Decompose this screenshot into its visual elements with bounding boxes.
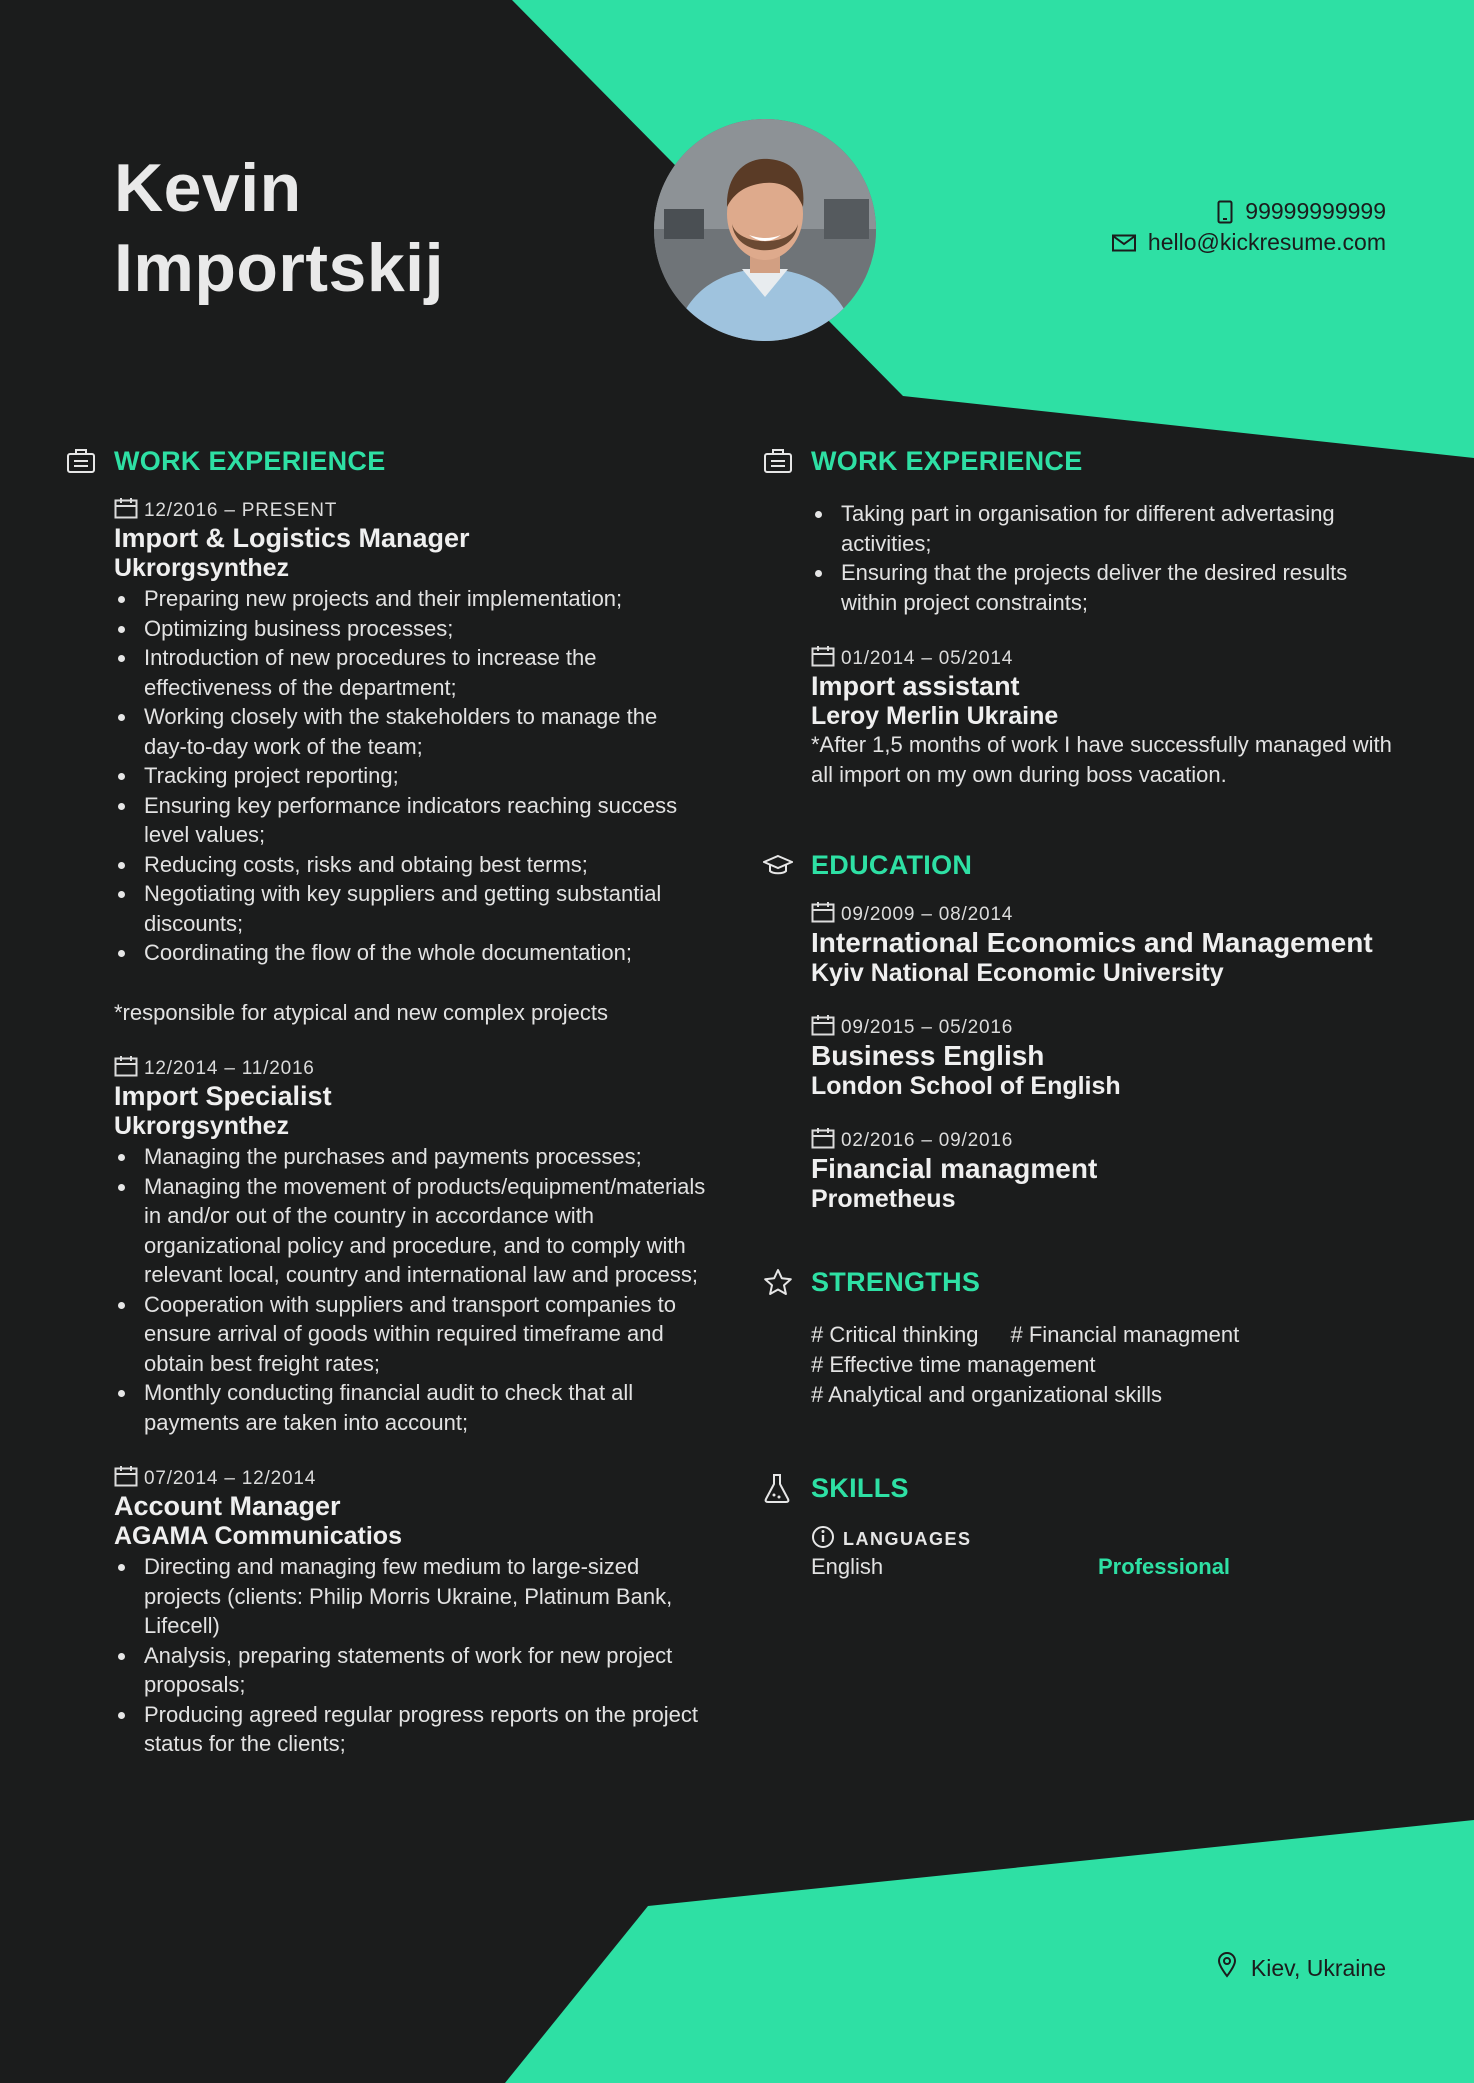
strength-row — [811, 1350, 1403, 1380]
job-date: 12/2016 – PRESENT — [114, 499, 706, 523]
job-title: Account Manager — [114, 1491, 341, 1521]
list-item: Monthly conducting financial audit to check that all payments are taken into account; — [114, 1378, 706, 1437]
degree-title: International Economics and Management — [811, 927, 1373, 958]
languages-label: LANGUAGES — [811, 1526, 1403, 1552]
strengths-header — [763, 1264, 1403, 1300]
job-note: *responsible for atypical and new complex projects — [114, 999, 609, 1025]
list-item: Introduction of new procedures to increase the effectiveness of the department; — [114, 643, 706, 702]
phone-number[interactable]: 99999999999 — [1245, 198, 1386, 224]
list-item: Negotiating with key suppliers and getting substantial discounts; — [114, 879, 706, 938]
job-bullets — [114, 584, 706, 968]
job-bullets — [114, 1142, 706, 1437]
calendar-icon — [114, 497, 138, 525]
avatar — [654, 119, 876, 341]
calendar-icon — [811, 1014, 835, 1042]
list-item: Managing the movement of products/equipment/materials in and/or out of the country in accordance with organizational policy and procedure, and to comply with relevant local, country and international law and process; — [114, 1172, 706, 1290]
right-column — [763, 443, 1403, 1582]
strength-row — [811, 1320, 1403, 1350]
last-name: Importskij — [114, 230, 444, 306]
left-column — [66, 443, 706, 1759]
list-item: Cooperation with suppliers and transport companies to ensure arrival of goods within required timeframe and obtain best freight rates; — [114, 1290, 706, 1379]
candidate-name — [114, 148, 444, 308]
list-item: Coordinating the flow of the whole documentation; — [114, 938, 706, 968]
skills-header — [763, 1470, 1403, 1506]
profile-photo — [654, 119, 876, 341]
job-date: 07/2014 – 12/2014 — [114, 1467, 706, 1491]
company-name: AGAMA Communicatios — [114, 1522, 402, 1550]
education-entry — [811, 1129, 1403, 1214]
section-title: WORK EXPERIENCE — [811, 445, 1083, 476]
briefcase-icon — [763, 448, 811, 474]
language-level: Professional — [1098, 1554, 1231, 1579]
calendar-icon — [114, 1465, 138, 1493]
education-entry — [811, 903, 1403, 988]
phone-row — [1112, 196, 1386, 227]
strengths-list — [811, 1320, 1403, 1410]
list-item: Optimizing business processes; — [114, 614, 706, 644]
briefcase-icon — [66, 448, 114, 474]
education-date: 02/2016 – 09/2016 — [811, 1129, 1403, 1153]
section-title: EDUCATION — [811, 849, 973, 880]
section-title: WORK EXPERIENCE — [114, 445, 386, 476]
list-item: Analysis, preparing statements of work for new project proposals; — [114, 1641, 706, 1700]
list-item: Ensuring that the projects deliver the desired results within project constraints; — [811, 558, 1403, 617]
list-item: Ensuring key performance indicators reaching success level values; — [114, 791, 706, 850]
phone-icon — [1217, 200, 1233, 224]
email-row — [1112, 227, 1386, 258]
skills-list — [811, 1526, 1403, 1582]
degree-title: Financial managment — [811, 1153, 1098, 1184]
job-bullets — [811, 499, 1403, 617]
calendar-icon — [811, 1127, 835, 1155]
flask-icon — [763, 1473, 811, 1503]
first-name: Kevin — [114, 150, 302, 226]
strength-tag: # Financial managment — [1010, 1322, 1240, 1347]
job-bullets — [114, 1552, 706, 1759]
language-name: English — [811, 1554, 884, 1579]
job-entry — [114, 1467, 706, 1759]
calendar-icon — [811, 901, 835, 929]
job-entry — [811, 647, 1403, 789]
strength-tag: # Analytical and organizational skills — [811, 1382, 1162, 1407]
job-entry — [114, 499, 706, 1027]
company-name: Ukrorgsynthez — [114, 554, 290, 582]
strength-tag: # Effective time management — [811, 1352, 1096, 1377]
calendar-icon — [114, 1055, 138, 1083]
degree-title: Business English — [811, 1040, 1045, 1071]
list-item: Managing the purchases and payments processes; — [114, 1142, 706, 1172]
list-item: Reducing costs, risks and obtaing best terms; — [114, 850, 706, 880]
email-address[interactable]: hello@kickresume.com — [1147, 229, 1386, 255]
strength-row — [811, 1380, 1403, 1410]
job-entry — [114, 1057, 706, 1437]
company-name: Ukrorgsynthez — [114, 1112, 290, 1140]
education-date: 09/2015 – 05/2016 — [811, 1016, 1403, 1040]
graduation-cap-icon — [763, 854, 811, 876]
school-name: Prometheus — [811, 1185, 956, 1213]
list-item: Producing agreed regular progress reports on the project status for the clients; — [114, 1700, 706, 1759]
education-date: 09/2009 – 08/2014 — [811, 903, 1403, 927]
education-entry — [811, 1016, 1403, 1101]
location — [1217, 1952, 1386, 1984]
job-title: Import assistant — [811, 671, 1020, 701]
calendar-icon — [811, 645, 835, 673]
mail-icon — [1112, 234, 1136, 252]
company-name: Leroy Merlin Ukraine — [811, 702, 1059, 730]
job-continuation — [811, 499, 1403, 617]
job-date: 12/2014 – 11/2016 — [114, 1057, 706, 1081]
work-experience-header — [66, 443, 706, 479]
job-title: Import Specialist — [114, 1081, 332, 1111]
star-icon — [763, 1268, 811, 1296]
school-name: London School of English — [811, 1072, 1121, 1100]
job-title: Import & Logistics Manager — [114, 523, 470, 553]
school-name: Kyiv National Economic University — [811, 959, 1224, 987]
list-item: Preparing new projects and their implementation; — [114, 584, 706, 614]
location-text: Kiev, Ukraine — [1250, 1954, 1386, 1981]
job-note: *After 1,5 months of work I have successfully managed with all import on my own during boss vacation. — [811, 732, 1392, 787]
info-icon — [811, 1525, 835, 1554]
section-title: SKILLS — [811, 1472, 909, 1503]
list-item: Directing and managing few medium to large-sized projects (clients: Philip Morris Ukraine, Platinum Bank, Lifecell) — [114, 1552, 706, 1641]
education-header — [763, 847, 1403, 883]
list-item: Tracking project reporting; — [114, 761, 706, 791]
list-item: Working closely with the stakeholders to manage the day-to-day work of the team; — [114, 702, 706, 761]
language-row — [811, 1552, 1403, 1582]
job-date: 01/2014 – 05/2014 — [811, 647, 1403, 671]
work-experience-header — [763, 443, 1403, 479]
list-item: Taking part in organisation for different advertasing activities; — [811, 499, 1403, 558]
contact-info — [1112, 196, 1386, 258]
section-title: STRENGTHS — [811, 1266, 981, 1297]
map-pin-icon — [1217, 1952, 1237, 1984]
strength-tag: # Critical thinking — [811, 1322, 979, 1347]
